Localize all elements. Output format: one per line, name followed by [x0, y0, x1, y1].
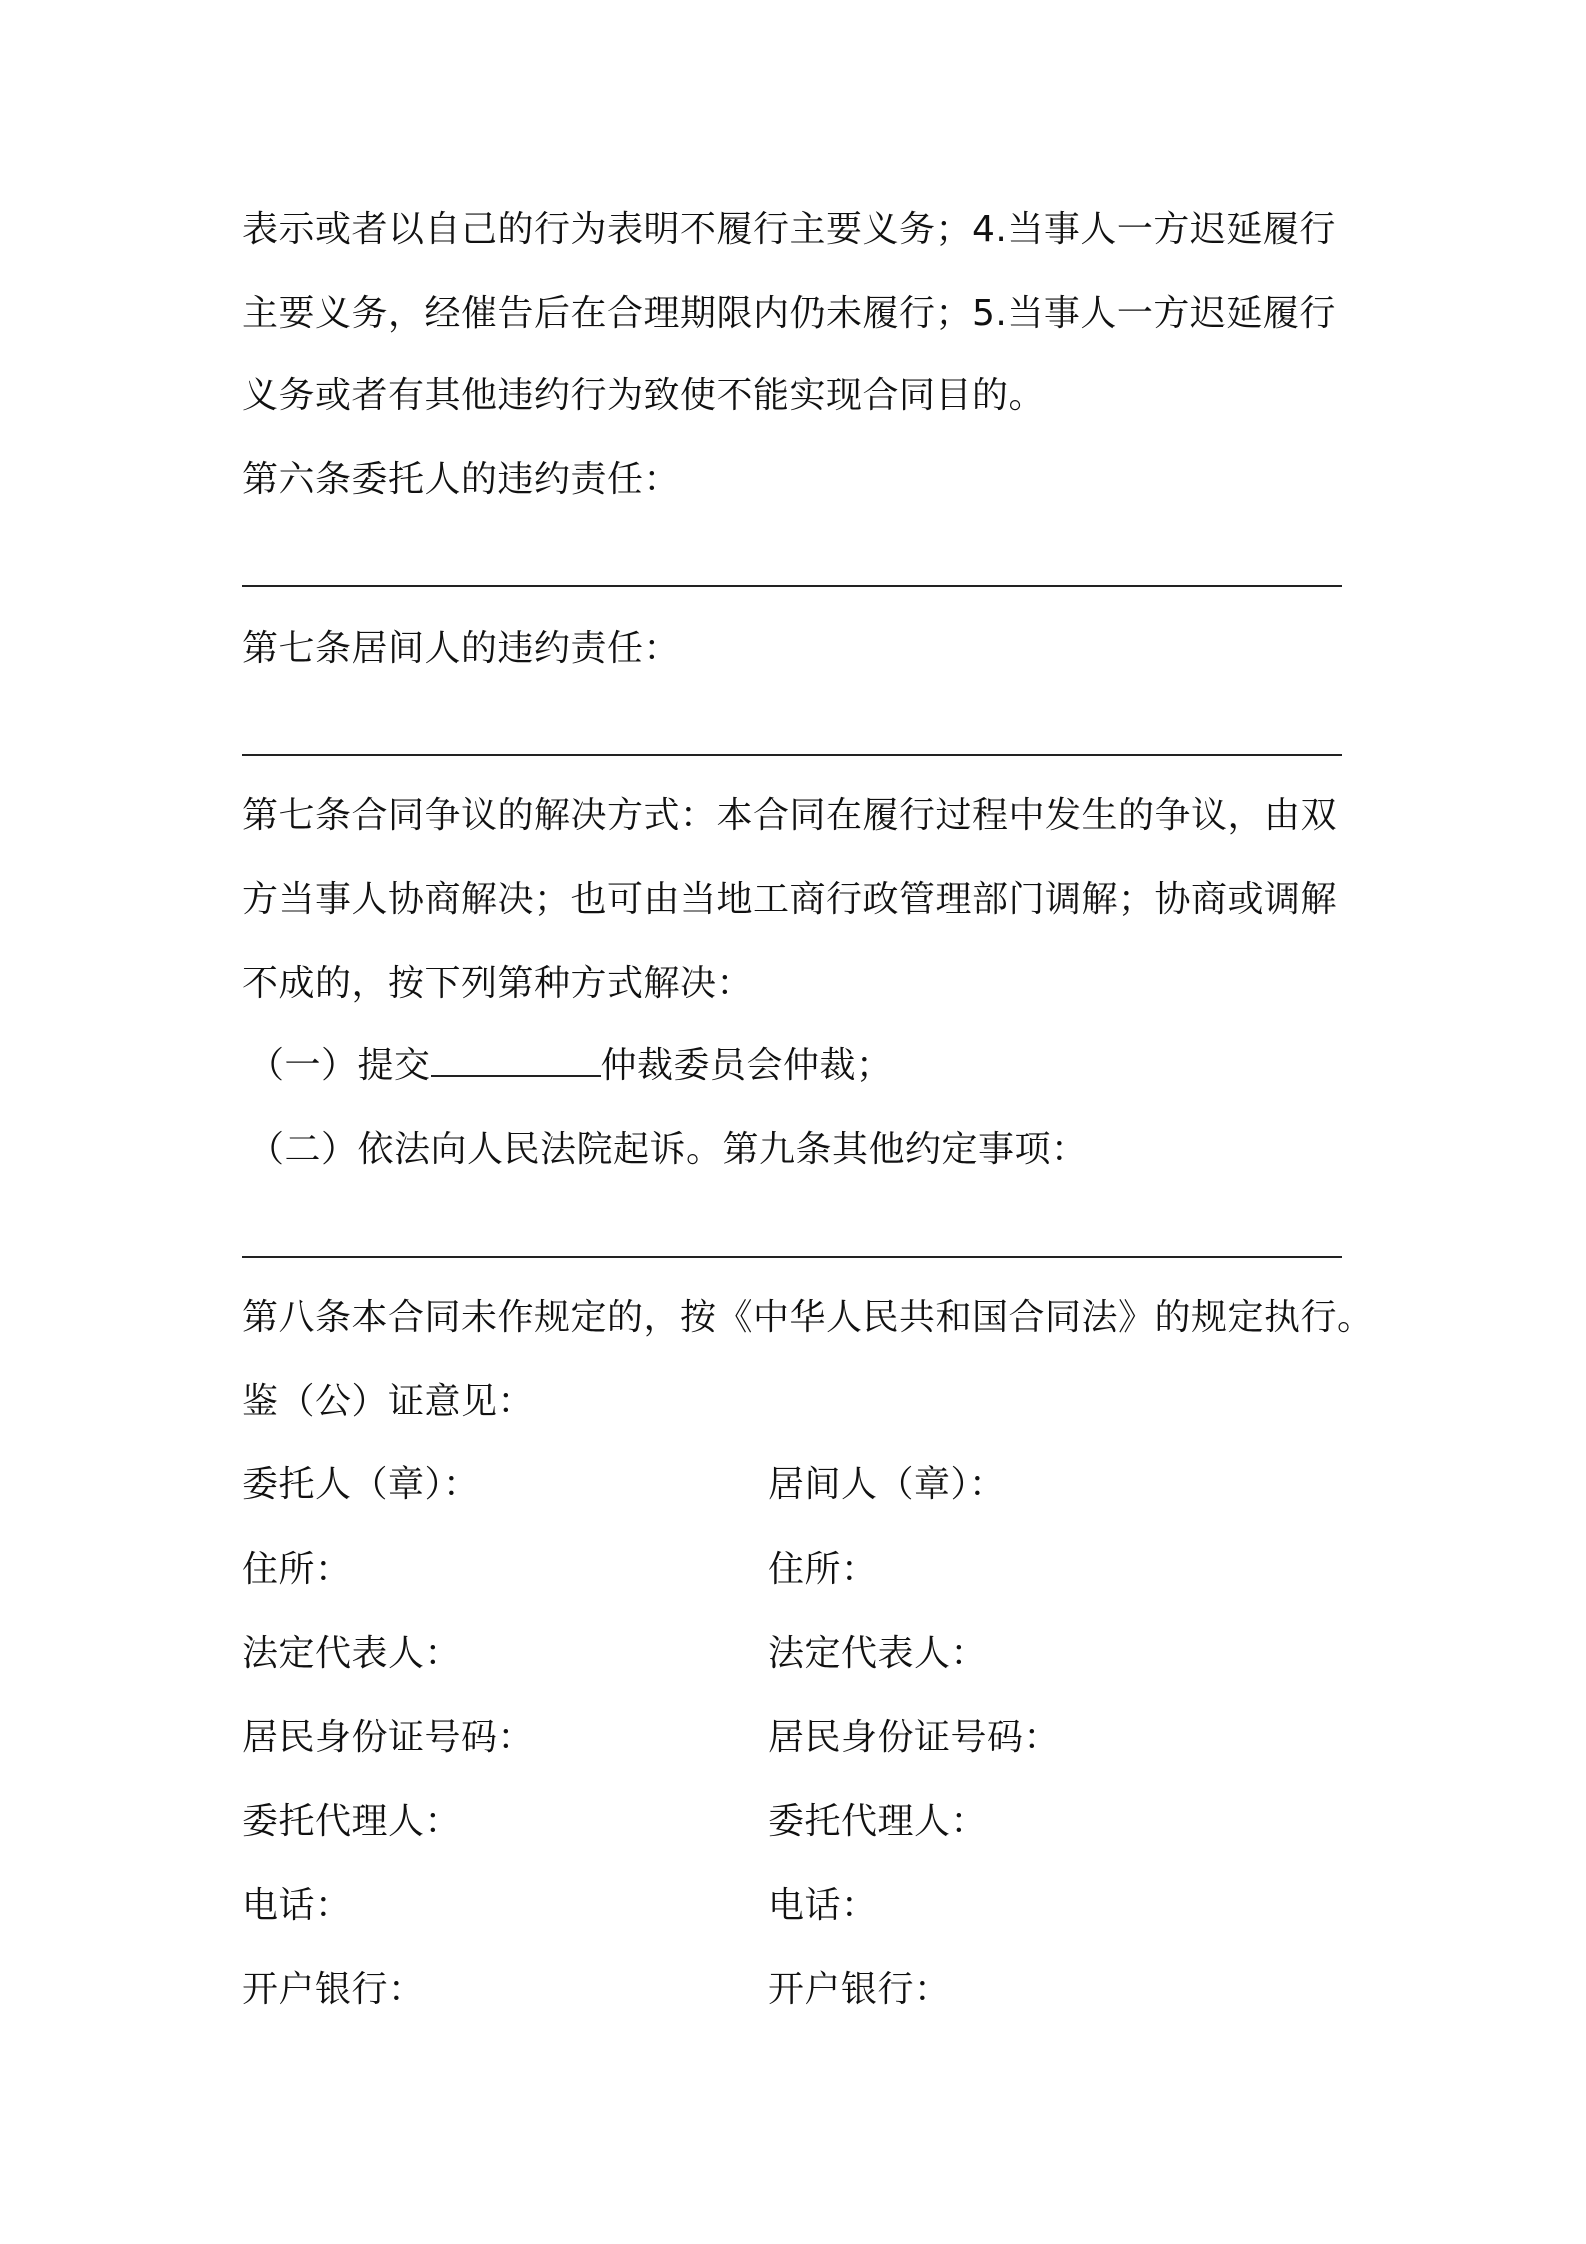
right-bank-label: 开户银行：	[768, 1969, 951, 2010]
left-party-label: 委托人（章）：	[242, 1464, 480, 1505]
left-address-label: 住所：	[242, 1549, 352, 1590]
left-bank-label: 开户银行：	[242, 1969, 425, 2010]
notary-opinion: 鉴（公）证意见：	[242, 1381, 535, 1422]
arbitration-blank	[431, 1045, 601, 1077]
option-1	[248, 1044, 893, 1088]
option-1-suffix: 仲裁委员会仲裁；	[600, 1045, 893, 1086]
left-phone-label: 电话：	[242, 1885, 352, 1926]
left-id-number-label: 居民身份证号码：	[242, 1717, 535, 1758]
article-6-blank-line	[242, 585, 1342, 587]
article-7b-line-3: 不成的，按下列第种方式解决：	[242, 963, 754, 1004]
paragraph-prev-line-1: 表示或者以自己的行为表明不履行主要义务；4.当事人一方迟延履行	[242, 209, 1336, 250]
paragraph-prev-line-3: 义务或者有其他违约行为致使不能实现合同目的。	[242, 375, 1046, 416]
article-8: 第八条本合同未作规定的，按《中华人民共和国合同法》的规定执行。	[242, 1297, 1374, 1338]
right-party-label: 居间人（章）：	[768, 1464, 1006, 1505]
article-6-heading: 第六条委托人的违约责任：	[242, 459, 681, 500]
article-7a-blank-line	[242, 754, 1342, 756]
left-legal-rep-label: 法定代表人：	[242, 1633, 462, 1674]
article-7a-heading: 第七条居间人的违约责任：	[242, 628, 681, 669]
right-phone-label: 电话：	[768, 1885, 878, 1926]
other-matters-blank-line	[242, 1256, 1342, 1258]
option-2: （二）依法向人民法院起诉。第九条其他约定事项：	[248, 1129, 1088, 1170]
paragraph-prev-line-2: 主要义务，经催告后在合理期限内仍未履行；5.当事人一方迟延履行	[242, 293, 1336, 334]
right-legal-rep-label: 法定代表人：	[768, 1633, 988, 1674]
left-agent-label: 委托代理人：	[242, 1801, 462, 1842]
option-1-prefix: （一）提交	[248, 1045, 431, 1086]
article-7b-line-2: 方当事人协商解决；也可由当地工商行政管理部门调解；协商或调解	[242, 879, 1338, 920]
right-address-label: 住所：	[768, 1549, 878, 1590]
right-agent-label: 委托代理人：	[768, 1801, 988, 1842]
article-7b-line-1: 第七条合同争议的解决方式：本合同在履行过程中发生的争议，由双	[242, 795, 1338, 836]
right-id-number-label: 居民身份证号码：	[768, 1717, 1061, 1758]
